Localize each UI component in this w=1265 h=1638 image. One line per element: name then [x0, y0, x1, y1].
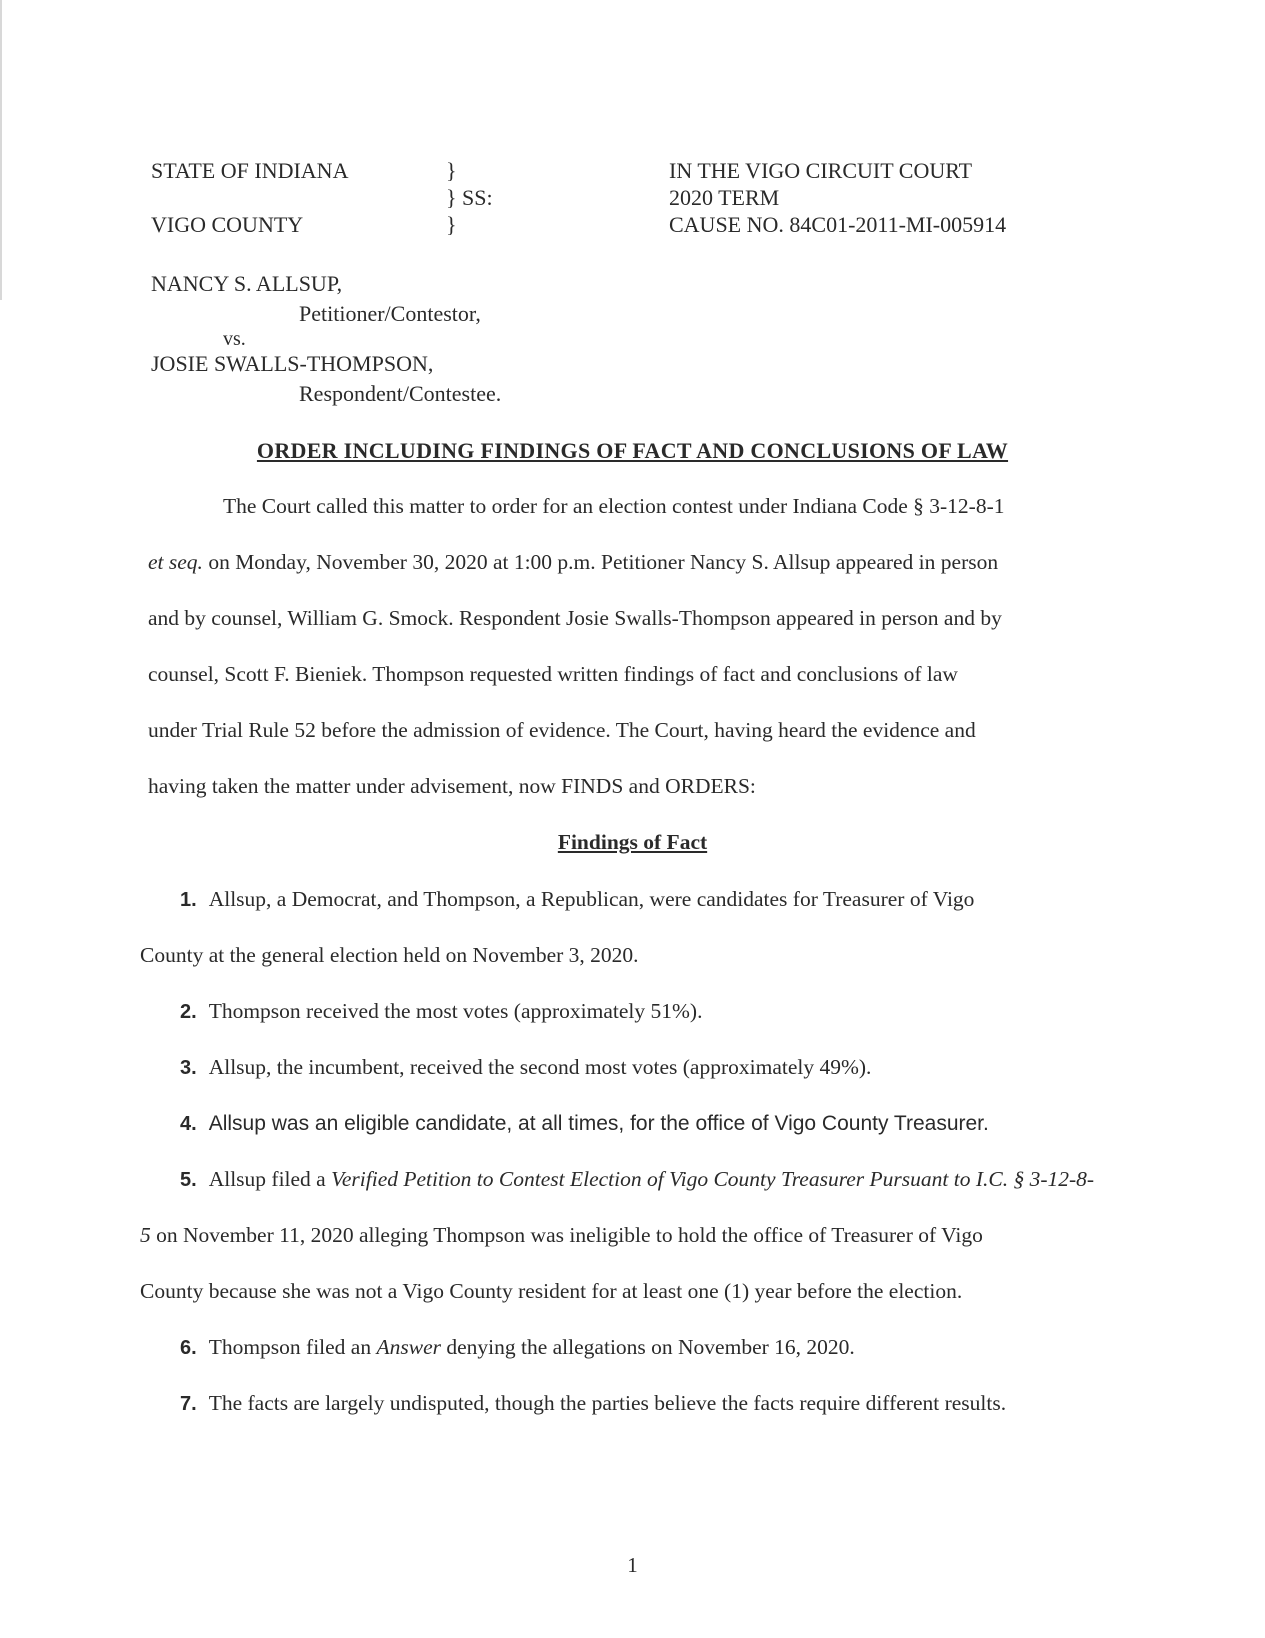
finding-text: Thompson filed an — [208, 1335, 377, 1359]
intro-line: and by counsel, William G. Smock. Respondent Josie Swalls-Thompson appeared in person and by — [148, 606, 1002, 630]
intro-line — [148, 548, 1123, 604]
finding-text: Allsup filed a — [208, 1167, 332, 1191]
intro-line: The Court called this matter to order for an election contest under Indiana Code § 3-12-8-1 — [223, 494, 1005, 518]
finding-text: The facts are largely undisputed, though the parties believe the facts require different results. — [208, 1391, 1007, 1415]
finding-number: 7. — [180, 1393, 197, 1415]
finding-2 — [140, 997, 1120, 1053]
intro-line-text: on Monday, November 30, 2020 at 1:00 p.m. Petitioner Nancy S. Allsup appeared in person — [202, 550, 999, 574]
et-seq: et seq. — [148, 550, 203, 574]
caption-county: VIGO COUNTY — [151, 212, 304, 237]
finding-number: 4. — [180, 1113, 197, 1135]
finding-text: Allsup, a Democrat, and Thompson, a Republican, were candidates for Treasurer of Vigo — [208, 887, 975, 911]
finding-1-cont: County at the general election held on November 3, 2020. — [140, 943, 639, 967]
petitioner-name: NANCY S. ALLSUP, — [151, 271, 343, 296]
finding-number: 2. — [180, 1001, 197, 1023]
finding-4 — [140, 1109, 1120, 1165]
finding-text: Thompson received the most votes (approximately 51%). — [208, 999, 703, 1023]
finding-5-cont: County because she was not a Vigo County resident for at least one (1) year before the election. — [140, 1279, 963, 1303]
respondent-role: Respondent/Contestee. — [299, 381, 502, 406]
finding-5-cont — [140, 1221, 1120, 1277]
intro-line: under Trial Rule 52 before the admission of evidence. The Court, having heard the evidence and — [148, 718, 976, 742]
finding-number: 3. — [180, 1057, 197, 1079]
finding-number: 5. — [180, 1169, 197, 1191]
scan-edge — [0, 0, 2, 300]
caption-court — [669, 157, 1006, 238]
versus: vs. — [223, 328, 246, 350]
petition-title-end: 5 — [140, 1223, 151, 1247]
court-term: 2020 TERM — [669, 185, 780, 210]
court-name: IN THE VIGO CIRCUIT COURT — [669, 158, 973, 183]
finding-text: on November 11, 2020 alleging Thompson was ineligible to hold the office of Treasurer of Vigo — [150, 1223, 983, 1247]
finding-1 — [140, 885, 1120, 941]
bracket-bottom: } — [446, 212, 457, 237]
findings-heading: Findings of Fact — [557, 830, 708, 854]
cause-number: CAUSE NO. 84C01-2011-MI-005914 — [669, 212, 1007, 237]
finding-3 — [140, 1053, 1120, 1109]
findings-list — [140, 885, 1120, 1445]
finding-number: 1. — [180, 889, 197, 911]
finding-5 — [140, 1165, 1120, 1221]
respondent-name: JOSIE SWALLS-THOMPSON, — [151, 351, 434, 376]
petition-title: Verified Petition to Contest Election of Vigo County Treasurer Pursuant to I.C. § 3-12-8- — [331, 1167, 1095, 1191]
finding-number: 6. — [180, 1337, 197, 1359]
caption-left — [151, 157, 348, 238]
bracket-ss: } SS: — [446, 185, 493, 210]
answer-title: Answer — [376, 1335, 441, 1359]
finding-7 — [140, 1389, 1120, 1445]
caption-spacer — [151, 184, 348, 211]
finding-text: Allsup was an eligible candidate, at all times, for the office of Vigo County Treasurer. — [208, 1112, 989, 1135]
intro-line: having taken the matter under advisement, now FINDS and ORDERS: — [148, 774, 756, 798]
finding-text: denying the allegations on November 16, 2020. — [440, 1335, 855, 1359]
intro-line: counsel, Scott F. Bieniek. Thompson requested written findings of fact and conclusions of law — [148, 662, 958, 686]
finding-text: Allsup, the incumbent, received the second most votes (approximately 49%). — [208, 1055, 872, 1079]
page-number: 1 — [627, 1553, 638, 1577]
caption-brackets — [446, 157, 493, 238]
caption-state: STATE OF INDIANA — [151, 158, 349, 183]
order-title: ORDER INCLUDING FINDINGS OF FACT AND CONCLUSIONS OF LAW — [256, 438, 1009, 463]
intro-paragraph — [148, 492, 1123, 828]
petitioner-role: Petitioner/Contestor, — [299, 301, 481, 326]
bracket-top: } — [446, 158, 457, 183]
finding-6 — [140, 1333, 1120, 1389]
